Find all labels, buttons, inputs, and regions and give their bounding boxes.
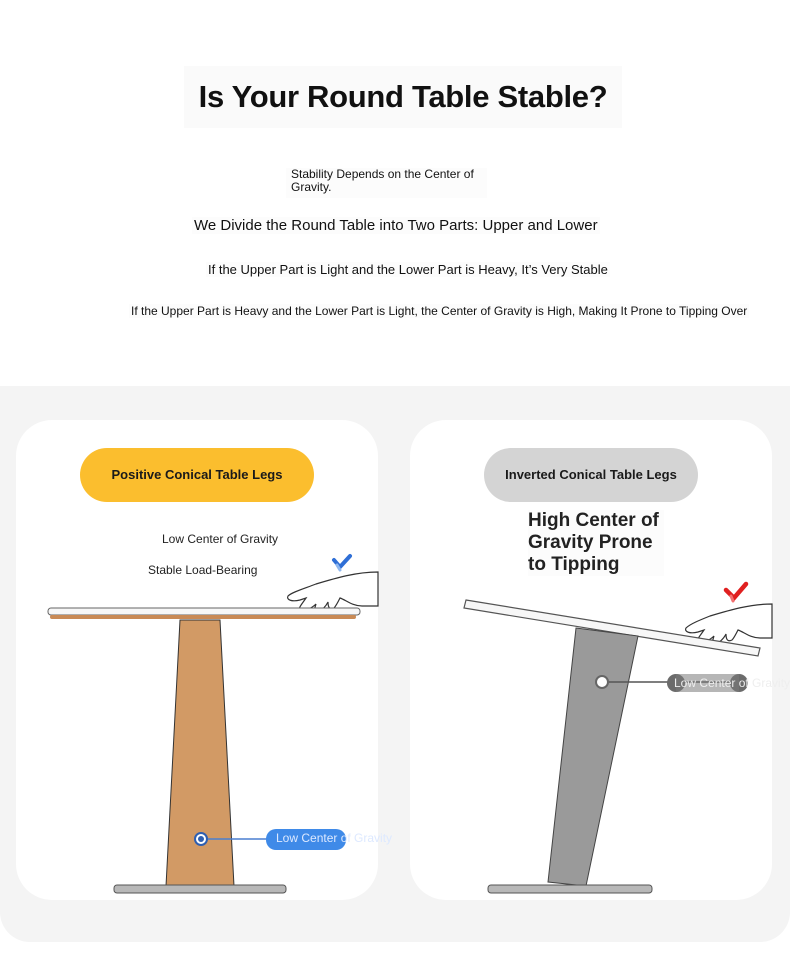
intro-line-3: If the Upper Part is Heavy and the Lower Part is Light, the Center of Gravity is High, Making It Prone to Tipping Over [131,304,748,318]
blue-check-icon [334,556,350,570]
intro-line-2: If the Upper Part is Light and the Lower Part is Heavy, It’s Very Stable [208,262,608,277]
inverted-table-illustration [410,420,772,900]
intro-line-1: We Divide the Round Table into Two Parts: Upper and Lower [194,217,598,234]
positive-legs-card [16,420,393,900]
low-cog-label: Low Center of Gravity [162,532,279,546]
positive-table-illustration [16,420,378,900]
positive-legs-pill: Positive Conical Table Legs [80,448,314,502]
red-alert-icon [726,584,746,601]
high-cog-headline: High Center of Gravity Prone to Tipping [528,510,664,576]
inverted-legs-card [410,420,790,900]
hand-icon [288,572,378,612]
page-title: Is Your Round Table Stable? [184,66,622,128]
stable-load-label: Stable Load-Bearing [148,563,258,577]
subtitle: Stability Depends on the Center of Gravity. [286,168,487,198]
cog-marker-label: Low Center of Gravity [674,676,790,690]
low-cog-marker-label: Low Center of Gravity [276,831,393,845]
inverted-legs-pill: Inverted Conical Table Legs [484,448,698,502]
